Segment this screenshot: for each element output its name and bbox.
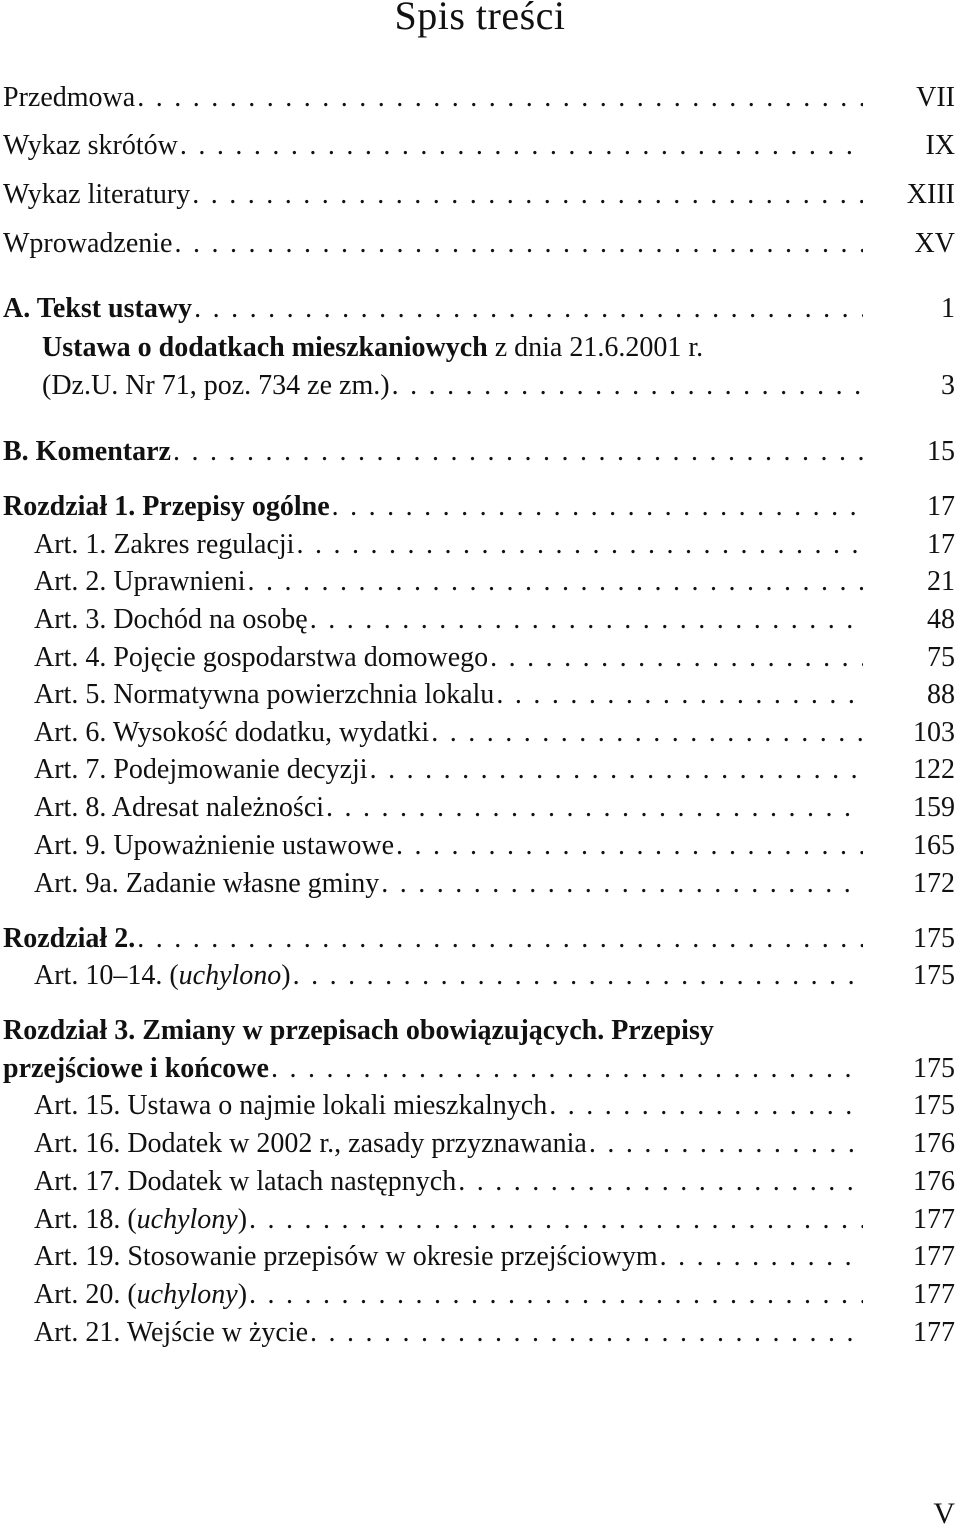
toc-page: 175 — [913, 960, 955, 991]
toc-entry-wykaz-skrotow[interactable] — [3, 128, 955, 164]
toc-label: Art. 16. Dodatek w 2002 r., zasady przyznawania — [34, 1128, 587, 1159]
dot-leader — [173, 434, 863, 470]
dot-leader — [458, 1164, 863, 1200]
toc-label: Rozdział 1. Przepisy ogólne — [3, 491, 330, 522]
toc-label: Rozdział 2. — [3, 923, 136, 954]
page-title: Spis treści — [394, 0, 566, 38]
toc-label: Wykaz skrótów — [3, 130, 178, 161]
toc-entry-art-9a[interactable] — [34, 866, 955, 902]
toc-label: Art. 17. Dodatek w latach następnych — [34, 1166, 457, 1197]
dot-leader — [549, 1088, 863, 1124]
toc-label: Art. 5. Normatywna powierzchnia lokalu — [34, 679, 495, 710]
toc-entry-komentarz[interactable] — [3, 434, 955, 470]
toc-page: 177 — [913, 1279, 955, 1310]
toc-page: 175 — [913, 1090, 955, 1121]
toc-entry-rozdzial-1[interactable] — [3, 489, 955, 525]
toc-label-suffix: ) — [237, 1279, 248, 1310]
dot-leader — [589, 1126, 863, 1162]
toc-page: 177 — [913, 1241, 955, 1272]
toc-page: XV — [914, 228, 955, 259]
dot-leader — [293, 958, 863, 994]
dot-leader — [310, 602, 863, 638]
dot-leader — [496, 677, 863, 713]
dot-leader — [381, 866, 863, 902]
page-number: V — [933, 1497, 955, 1530]
dot-leader — [396, 828, 863, 864]
toc-entry-przedmowa[interactable] — [3, 80, 955, 116]
dot-leader — [296, 527, 863, 563]
toc-label: Przedmowa — [3, 82, 136, 113]
toc-label-rest: z dnia 21.6.2001 r. — [487, 332, 704, 363]
toc-label — [34, 1277, 247, 1313]
dot-leader — [326, 790, 863, 826]
dot-leader — [137, 921, 863, 957]
toc-label: Art. 8. Adresat należności — [34, 792, 325, 823]
dot-leader — [180, 128, 863, 164]
toc-page: 3 — [941, 370, 955, 401]
toc-entry-rozdzial-2[interactable] — [3, 921, 955, 957]
toc-entry-tekst-ustawy[interactable] — [3, 291, 955, 327]
toc-label: A. Tekst ustawy — [3, 293, 193, 324]
toc-label — [34, 958, 291, 994]
toc-page: 21 — [927, 566, 955, 597]
dot-leader — [660, 1239, 863, 1275]
dot-leader — [370, 752, 863, 788]
toc-label: Art. 2. Uprawnieni — [34, 566, 246, 597]
toc-page: 75 — [927, 642, 955, 673]
toc-entry-art-15[interactable] — [34, 1088, 955, 1124]
toc-label: Art. 3. Dochód na osobę — [34, 604, 308, 635]
toc-label: przejściowe i końcowe — [3, 1053, 269, 1084]
dot-leader — [192, 177, 863, 213]
toc-entry-art-17[interactable] — [34, 1164, 955, 1200]
toc-label: Art. 15. Ustawa o najmie lokali mieszkalnych — [34, 1090, 548, 1121]
dot-leader — [271, 1051, 863, 1087]
dot-leader — [431, 715, 863, 751]
toc-entry-art-20[interactable] — [34, 1277, 955, 1313]
toc-label-bold: Ustawa o dodatkach mieszkaniowych — [42, 332, 488, 363]
toc-page: 17 — [927, 491, 955, 522]
toc-entry-art-16[interactable] — [34, 1126, 955, 1162]
toc-entry-art-1[interactable] — [34, 527, 955, 563]
toc-label: Wykaz literatury — [3, 179, 191, 210]
toc-label: Art. 7. Podejmowanie decyzji — [34, 754, 368, 785]
dot-leader — [249, 1202, 863, 1238]
toc-entry-rozdzial-3-line2[interactable] — [3, 1051, 955, 1087]
toc-entry-art-4[interactable] — [34, 640, 955, 676]
toc-label-suffix: ) — [237, 1204, 248, 1235]
toc-page: 17 — [927, 529, 955, 560]
toc-page: 15 — [927, 436, 955, 467]
toc-entry-art-7[interactable] — [34, 752, 955, 788]
toc-label-prefix: Art. 18. ( — [34, 1204, 137, 1235]
toc-page: 175 — [913, 923, 955, 954]
toc-entry-art-21[interactable] — [34, 1315, 955, 1351]
dot-leader — [137, 80, 863, 116]
toc-page: 177 — [913, 1204, 955, 1235]
toc-entry-art-9[interactable] — [34, 828, 955, 864]
toc-page: 165 — [913, 830, 955, 861]
toc-page: 172 — [913, 868, 955, 899]
toc-page: 159 — [913, 792, 955, 823]
toc-page: VII — [916, 82, 955, 113]
toc-entry-wprowadzenie[interactable] — [3, 226, 955, 262]
toc-label-prefix: Art. 10–14. ( — [34, 960, 179, 991]
toc-label: Art. 6. Wysokość dodatku, wydatki — [34, 717, 430, 748]
toc-label-prefix: Art. 20. ( — [34, 1279, 137, 1310]
toc-entry-art-10-14[interactable] — [34, 958, 955, 994]
dot-leader — [174, 226, 863, 262]
dot-leader — [248, 564, 863, 600]
toc-page: XIII — [906, 179, 955, 210]
toc-label: Wprowadzenie — [3, 228, 173, 259]
toc-label: B. Komentarz — [3, 436, 171, 467]
dot-leader — [392, 368, 863, 404]
dot-leader — [332, 489, 863, 525]
toc-page: 88 — [927, 679, 955, 710]
toc-label: Art. 1. Zakres regulacji — [34, 529, 295, 560]
toc-entry-art-8[interactable] — [34, 790, 955, 826]
toc-entry-art-6[interactable] — [34, 715, 955, 751]
toc-entry-rozdzial-3-line1[interactable]: Rozdział 3. Zmiany w przepisach obowiązujących. Przepisy — [3, 1015, 714, 1046]
toc-page: 48 — [927, 604, 955, 635]
toc-label — [34, 1202, 247, 1238]
toc-label-italic: uchylony — [136, 1279, 238, 1310]
toc-label: Art. 21. Wejście w życie — [34, 1317, 309, 1348]
toc-entry-art-18[interactable] — [34, 1202, 955, 1238]
toc-label: Art. 4. Pojęcie gospodarstwa domowego — [34, 642, 489, 673]
toc-page: 176 — [913, 1128, 955, 1159]
toc-label-italic: uchylono — [178, 960, 282, 991]
toc-entry-ustawa-line1[interactable] — [42, 330, 703, 366]
toc-label: (Dz.U. Nr 71, poz. 734 ze zm.) — [42, 370, 390, 401]
toc-page: 103 — [913, 717, 955, 748]
toc-page: 177 — [913, 1317, 955, 1348]
toc-entry-wykaz-literatury[interactable] — [3, 177, 955, 213]
toc-entry-art-2[interactable] — [34, 564, 955, 600]
dot-leader — [490, 640, 863, 676]
toc-entry-ustawa-line2[interactable] — [42, 368, 955, 404]
dot-leader — [249, 1277, 863, 1313]
toc-label: Art. 19. Stosowanie przepisów w okresie przejściowym — [34, 1241, 658, 1272]
dot-leader — [194, 291, 863, 327]
toc-label-suffix: ) — [281, 960, 291, 991]
toc-entry-art-5[interactable] — [34, 677, 955, 713]
toc-page: 1 — [941, 293, 955, 324]
toc-label: Art. 9. Upoważnienie ustawowe — [34, 830, 395, 861]
toc-label-italic: uchylony — [136, 1204, 238, 1235]
toc-page: 175 — [913, 1053, 955, 1084]
toc-entry-art-19[interactable] — [34, 1239, 955, 1275]
toc-entry-art-3[interactable] — [34, 602, 955, 638]
toc-page: IX — [925, 130, 955, 161]
toc-label: Art. 9a. Zadanie własne gminy — [34, 868, 380, 899]
toc-page: 122 — [913, 754, 955, 785]
dot-leader — [310, 1315, 863, 1351]
toc-page: 176 — [913, 1166, 955, 1197]
